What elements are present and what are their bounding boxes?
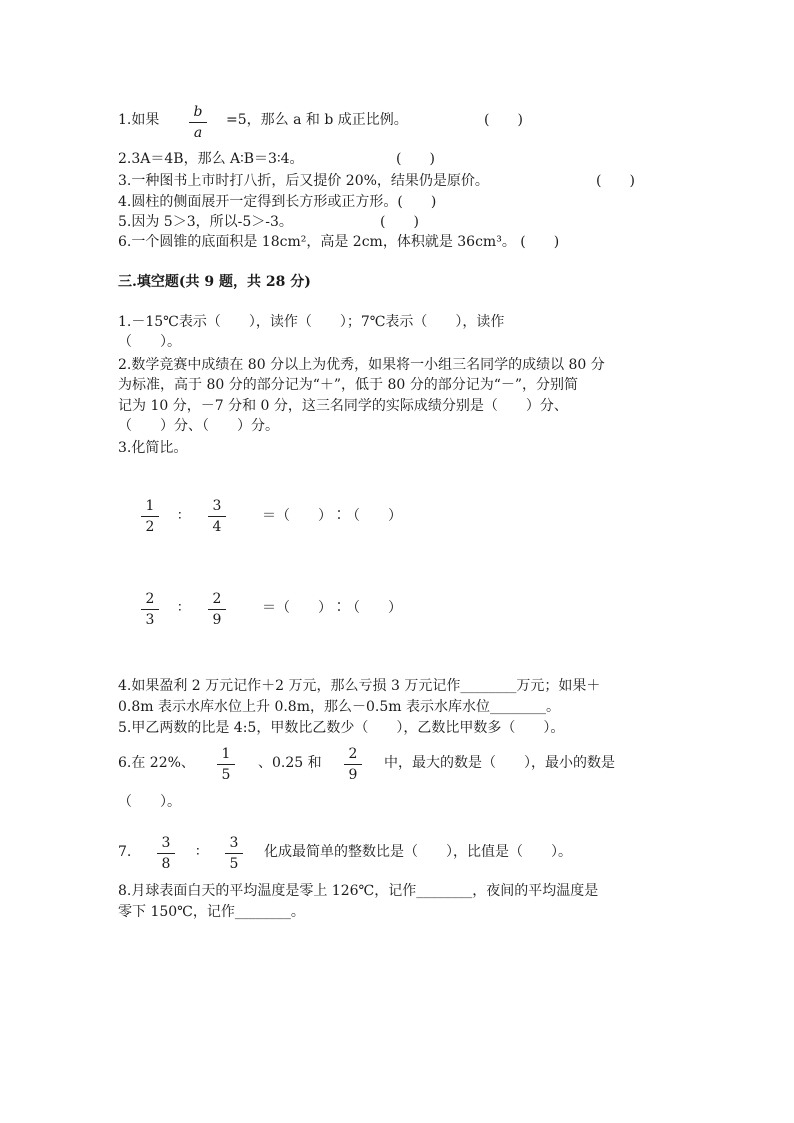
fill-q2-line3: 记为 10 分，－7 分和 0 分，这三名同学的实际成绩分别是（ ）分、: [118, 398, 568, 414]
fraction-denominator: 4: [212, 519, 222, 535]
fraction-denominator: 9: [348, 767, 358, 783]
ratio2-result: ＝（ ）∶（ ）: [262, 600, 402, 616]
judge-q2-text: 2.3A＝4B，那么 A∶B＝3∶4。: [118, 151, 304, 167]
judge-q1-fraction: [188, 104, 208, 141]
q7-fraction-a: [156, 835, 176, 872]
fill-q7-suffix: 化成最简单的整数比是（ ），比值是（ ）。: [264, 844, 572, 860]
fraction-denominator: 5: [221, 767, 231, 783]
fill-q1-line1: 1.－15℃表示（ ），读作（ ）；7℃表示（ ），读作: [118, 314, 505, 330]
q6-fraction-2: [343, 746, 363, 783]
fill-q4-line2: 0.8m 表示水库水位上升 0.8m，那么－0.5m 表示水库水位________。: [118, 699, 560, 715]
fraction-bar: [141, 609, 159, 610]
fraction-numerator: 2: [348, 746, 358, 762]
fraction-numerator: 1: [221, 746, 231, 762]
fill-q6-suffix: 中，最大的数是（ ），最小的数是: [384, 755, 615, 771]
fraction-numerator: 3: [161, 835, 171, 851]
fraction-denominator: 5: [229, 856, 239, 872]
judge-q6-text: 6.一个圆锥的底面积是 18cm²，高是 2cm，体积就是 36cm³。 ( ): [118, 234, 560, 250]
fill-q2-line1: 2.数学竞赛中成绩在 80 分以上为优秀，如果将一小组三名同学的成绩以 80 分: [118, 357, 605, 373]
ratio2-colon: ∶: [178, 600, 182, 616]
fraction-numerator: 2: [212, 591, 222, 607]
judge-q2-answer-paren[interactable]: ( ): [396, 151, 435, 167]
fill-q1-line2: （ ）。: [118, 334, 181, 350]
judge-q1-prefix: 1.如果: [118, 112, 160, 128]
fill-q7-number: 7.: [118, 844, 132, 860]
fraction-numerator: 1: [145, 498, 155, 514]
fill-q2-line2: 为标准，高于 80 分的部分记为“＋”，低于 80 分的部分记为“－”，分别简: [118, 377, 579, 393]
fraction-bar: [225, 853, 243, 854]
fraction-bar: [157, 853, 175, 854]
judge-q4-text: 4.圆柱的侧面展开一定得到长方形或正方形。( ): [118, 194, 437, 210]
judge-q5-text: 5.因为 5＞3，所以-5＞-3。: [118, 214, 293, 230]
ratio2-fraction-b: [207, 591, 227, 628]
q7-fraction-b: [224, 835, 244, 872]
section-3-title: 三.填空题(共 9 题，共 28 分): [118, 274, 311, 290]
fill-q5-text: 5.甲乙两数的比是 4:5，甲数比乙数少（ ），乙数比甲数多（ ）。: [118, 720, 565, 736]
fraction-denominator: a: [193, 125, 203, 141]
fill-q6-prefix: 6.在 22%、: [118, 755, 195, 771]
fraction-bar: [208, 516, 226, 517]
fraction-denominator: 9: [212, 612, 222, 628]
judge-q3-answer-paren[interactable]: ( ): [596, 173, 635, 189]
fraction-bar: [141, 516, 159, 517]
judge-q1-answer-paren[interactable]: ( ): [484, 112, 523, 128]
fraction-denominator: 3: [145, 612, 155, 628]
ratio1-result: ＝（ ）∶（ ）: [262, 508, 402, 524]
fill-q6-line2: （ ）。: [118, 794, 181, 810]
fraction-numerator: 3: [229, 835, 239, 851]
ratio2-fraction-a: [140, 591, 160, 628]
fill-q3-text: 3.化简比。: [118, 440, 188, 456]
fraction-bar: [217, 764, 235, 765]
fraction-denominator: 2: [145, 519, 155, 535]
fraction-bar: [208, 609, 226, 610]
fill-q6-mid: 、0.25 和: [258, 755, 322, 771]
judge-q1-suffix: =5，那么 a 和 b 成正比例。: [226, 112, 408, 128]
judge-q3-text: 3.一种图书上市时打八折，后又提价 20%，结果仍是原价。: [118, 173, 489, 189]
fill-q8-line1: 8.月球表面白天的平均温度是零上 126℃，记作________，夜间的平均温度是: [118, 883, 599, 899]
ratio1-fraction-a: [140, 498, 160, 535]
q6-fraction-1: [216, 746, 236, 783]
ratio1-fraction-b: [207, 498, 227, 535]
fraction-denominator: 8: [161, 856, 171, 872]
fill-q2-line4: （ ）分、（ ）分。: [118, 418, 279, 434]
fill-q4-line1: 4.如果盈利 2 万元记作＋2 万元，那么亏损 3 万元记作________万元；如果＋: [118, 678, 601, 694]
ratio1-colon: ∶: [178, 508, 182, 524]
fraction-bar: [189, 122, 207, 123]
fraction-numerator: 3: [212, 498, 222, 514]
judge-q5-answer-paren[interactable]: ( ): [380, 214, 419, 230]
fraction-bar: [344, 764, 362, 765]
q7-colon: ∶: [196, 844, 200, 860]
fraction-numerator: 2: [145, 591, 155, 607]
fraction-numerator: b: [193, 104, 203, 120]
fill-q8-line2: 零下 150℃，记作________。: [118, 904, 305, 920]
